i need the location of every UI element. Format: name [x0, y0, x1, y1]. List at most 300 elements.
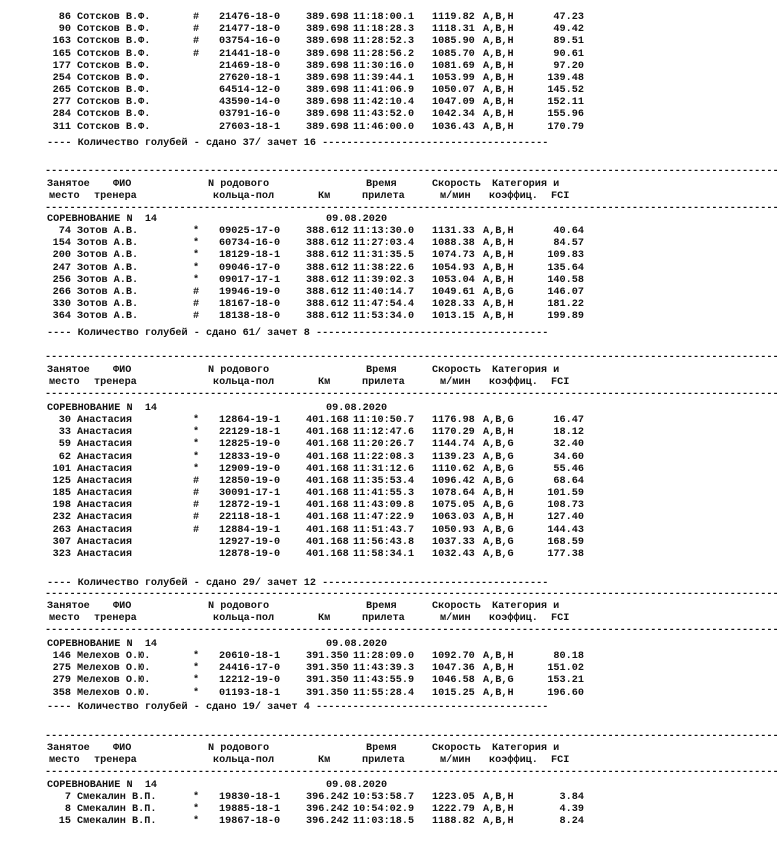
column-header-line-2 [0, 191, 600, 203]
table-row [0, 24, 600, 36]
mark: * [193, 226, 200, 237]
arrival-time: 11:31:35.5 [353, 250, 415, 262]
distance: 388.612 [306, 311, 349, 323]
mark: # [193, 299, 200, 311]
table-row [0, 311, 600, 323]
header-arrival: прилета [362, 377, 405, 388]
speed: 1085.70 [432, 48, 475, 60]
ring-number: 22118-18-1 [219, 512, 281, 524]
header-trainer: тренера [94, 377, 137, 388]
table-row [0, 488, 600, 500]
place: 232 [52, 512, 71, 524]
fci: 47.23 [553, 12, 584, 23]
mark: * [193, 238, 200, 250]
ring-number: 19867-18-0 [219, 816, 281, 828]
category: A,B,H [483, 427, 514, 439]
trainer-name: Сотсков В.Ф. [77, 121, 151, 133]
distance: 389.698 [306, 72, 349, 84]
distance: 401.168 [306, 415, 349, 426]
speed: 1088.38 [432, 238, 475, 250]
fci: 177.38 [547, 548, 584, 560]
trainer-name: Мелехов О.Ю. [77, 687, 151, 699]
header-name: ФИО [113, 365, 132, 376]
distance: 401.168 [306, 475, 349, 487]
arrival-time: 11:56:43.8 [353, 536, 415, 548]
column-header-line-1 [0, 179, 600, 191]
fci: 146.07 [547, 286, 584, 298]
header-coef: коэффиц. [489, 191, 538, 202]
arrival-time: 11:18:00.1 [353, 12, 415, 23]
header-arrival: прилета [362, 191, 405, 202]
trainer-name: Анастасия [77, 488, 133, 500]
header-ring-sex: кольца-пол [213, 377, 275, 388]
header-fci: FCI [551, 613, 570, 624]
arrival-time: 11:38:22.6 [353, 262, 415, 274]
ring-number: 24416-17-0 [219, 663, 281, 675]
table-row [0, 792, 600, 804]
place: 265 [52, 85, 71, 97]
distance: 389.698 [306, 109, 349, 121]
trainer-name: Зотов А.В. [77, 274, 139, 286]
arrival-time: 11:43:39.3 [353, 663, 415, 675]
fci: 18.12 [553, 427, 584, 439]
trainer-name: Анастасия [77, 415, 133, 426]
mark: # [193, 524, 200, 536]
header-place-2: место [49, 613, 80, 624]
mark: * [193, 463, 200, 475]
place: 284 [52, 109, 71, 121]
category: A,B,H [483, 109, 514, 121]
trainer-name: Зотов А.В. [77, 311, 139, 323]
ring-number: 09046-17-0 [219, 262, 281, 274]
competition-date: 09.08.2020 [326, 403, 388, 414]
fci: 3.84 [559, 792, 584, 803]
header-ring-sex: кольца-пол [213, 613, 275, 624]
trainer-name: Анастасия [77, 500, 133, 512]
category: A,B,H [483, 311, 514, 323]
speed: 1096.42 [432, 475, 475, 487]
fci: 97.20 [553, 60, 584, 72]
trainer-name: Сотсков В.Ф. [77, 48, 151, 60]
ring-number: 12927-19-0 [219, 536, 281, 548]
header-category: Категория и [492, 365, 560, 376]
speed: 1053.04 [432, 274, 475, 286]
category: A,B,G [483, 536, 514, 548]
place: 364 [52, 311, 71, 323]
place: 33 [58, 427, 71, 439]
header-category: Категория и [492, 601, 560, 612]
distance: 388.612 [306, 226, 349, 237]
distance: 401.168 [306, 500, 349, 512]
rule-line: ------------------------------------------------------------------------------------------------------------------------ [45, 589, 779, 600]
fci: 127.40 [547, 512, 584, 524]
place: 323 [52, 548, 71, 560]
trainer-name: Сотсков В.Ф. [77, 36, 151, 48]
mark: # [193, 12, 200, 23]
table-row [0, 804, 600, 816]
header-speed: Скорость [432, 601, 481, 612]
speed: 1223.05 [432, 792, 475, 803]
speed: 1049.61 [432, 286, 475, 298]
speed: 1053.99 [432, 72, 475, 84]
category: A,B,G [483, 548, 514, 560]
fci: 155.96 [547, 109, 584, 121]
table-row [0, 12, 600, 24]
mark: * [193, 651, 200, 662]
speed: 1176.98 [432, 415, 475, 426]
ring-number: 19946-19-0 [219, 286, 281, 298]
speed: 1054.93 [432, 262, 475, 274]
ring-number: 21477-18-0 [219, 24, 281, 36]
table-row [0, 439, 600, 451]
table-row [0, 500, 600, 512]
ring-number: 03754-16-0 [219, 36, 281, 48]
mark: # [193, 36, 200, 48]
header-speed: Скорость [432, 743, 481, 754]
distance: 401.168 [306, 488, 349, 500]
fci: 55.46 [553, 463, 584, 475]
fci: 84.57 [553, 238, 584, 250]
trainer-name: Сотсков В.Ф. [77, 85, 151, 97]
table-row [0, 675, 600, 687]
distance: 388.612 [306, 238, 349, 250]
header-name: ФИО [113, 743, 132, 754]
fci: 8.24 [559, 816, 584, 828]
fci: 34.60 [553, 451, 584, 463]
place: 200 [52, 250, 71, 262]
distance: 391.350 [306, 651, 349, 662]
mark: # [193, 475, 200, 487]
fci: 68.64 [553, 475, 584, 487]
ring-number: 22129-18-1 [219, 427, 281, 439]
arrival-time: 11:20:26.7 [353, 439, 415, 451]
table-row [0, 263, 600, 275]
place: 15 [58, 816, 71, 828]
arrival-time: 11:55:28.4 [353, 687, 415, 699]
rule-line: ------------------------------------------------------------------------------------------------------------------------ [45, 203, 779, 214]
distance: 401.168 [306, 427, 349, 439]
header-place-2: место [49, 755, 80, 766]
header-time: Время [366, 601, 397, 612]
arrival-time: 11:22:08.3 [353, 451, 415, 463]
category: A,B,G [483, 500, 514, 512]
ring-number: 27603-18-1 [219, 121, 281, 133]
category: A,B,H [483, 12, 514, 23]
trainer-name: Смекалин В.П. [77, 792, 157, 803]
distance: 401.168 [306, 524, 349, 536]
place: 266 [52, 286, 71, 298]
mark: * [193, 439, 200, 451]
category: A,B,G [483, 675, 514, 687]
ring-number: 19885-18-1 [219, 804, 281, 816]
arrival-time: 11:47:22.9 [353, 512, 415, 524]
category: A,B,H [483, 663, 514, 675]
table-row [0, 238, 600, 250]
place: 279 [52, 675, 71, 687]
column-header-line-2 [0, 755, 600, 767]
trainer-name: Зотов А.В. [77, 238, 139, 250]
category: A,B,H [483, 299, 514, 311]
arrival-time: 11:40:14.7 [353, 286, 415, 298]
column-header-line-2 [0, 613, 600, 625]
place: 198 [52, 500, 71, 512]
column-header-line-1 [0, 365, 600, 377]
distance: 388.612 [306, 286, 349, 298]
speed: 1063.03 [432, 512, 475, 524]
table-row [0, 464, 600, 476]
speed: 1028.33 [432, 299, 475, 311]
table-row [0, 663, 600, 675]
fci: 181.22 [547, 299, 584, 311]
distance: 391.350 [306, 687, 349, 699]
arrival-time: 11:31:12.6 [353, 463, 415, 475]
trainer-name: Анастасия [77, 548, 133, 560]
fci: 196.60 [547, 687, 584, 699]
fci: 139.48 [547, 72, 584, 84]
place: 125 [52, 475, 71, 487]
competition-title: СОРЕВНОВАНИЕ N 14 [47, 214, 158, 225]
place: 59 [58, 439, 71, 451]
table-row [0, 427, 600, 439]
speed: 1036.43 [432, 121, 475, 133]
header-fci: FCI [551, 755, 570, 766]
competition-date: 09.08.2020 [326, 639, 388, 650]
mark: * [193, 250, 200, 262]
arrival-time: 11:27:03.4 [353, 238, 415, 250]
speed: 1037.33 [432, 536, 475, 548]
competition-date: 09.08.2020 [326, 214, 388, 225]
ring-number: 20610-18-1 [219, 651, 281, 662]
table-row [0, 85, 600, 97]
distance: 401.168 [306, 451, 349, 463]
arrival-time: 11:35:53.4 [353, 475, 415, 487]
trainer-name: Анастасия [77, 427, 133, 439]
header-coef: коэффиц. [489, 377, 538, 388]
speed: 1015.25 [432, 687, 475, 699]
arrival-time: 10:53:58.7 [353, 792, 415, 803]
category: A,B,H [483, 36, 514, 48]
fci: 168.59 [547, 536, 584, 548]
speed: 1050.07 [432, 85, 475, 97]
category: A,B,H [483, 250, 514, 262]
trainer-name: Мелехов О.Ю. [77, 663, 151, 675]
header-coef: коэффиц. [489, 613, 538, 624]
mark: * [193, 792, 200, 803]
fci: 89.51 [553, 36, 584, 48]
speed: 1092.70 [432, 651, 475, 662]
rule-line: ------------------------------------------------------------------------------------------------------------------------ [45, 389, 779, 400]
ring-number: 12212-19-0 [219, 675, 281, 687]
category: A,B,H [483, 816, 514, 828]
competition-title: СОРЕВНОВАНИЕ N 14 [47, 403, 158, 414]
ring-number: 12872-19-1 [219, 500, 281, 512]
place: 330 [52, 299, 71, 311]
arrival-time: 11:42:10.4 [353, 97, 415, 109]
header-ring: N родового [208, 365, 270, 376]
place: 74 [58, 226, 71, 237]
arrival-time: 11:18:28.3 [353, 24, 415, 36]
arrival-time: 11:03:18.5 [353, 816, 415, 828]
table-row [0, 299, 600, 311]
distance: 401.168 [306, 439, 349, 451]
speed: 1110.62 [432, 463, 475, 475]
table-row [0, 651, 600, 663]
fci: 153.21 [547, 675, 584, 687]
distance: 389.698 [306, 24, 349, 36]
column-header-line-2 [0, 377, 600, 389]
trainer-name: Сотсков В.Ф. [77, 72, 151, 84]
table-row [0, 512, 600, 524]
category: A,B,H [483, 48, 514, 60]
arrival-time: 11:43:55.9 [353, 675, 415, 687]
speed: 1050.93 [432, 524, 475, 536]
ring-number: 12884-19-1 [219, 524, 281, 536]
rule-line: ------------------------------------------------------------------------------------------------------------------------ [45, 166, 779, 177]
distance: 388.612 [306, 262, 349, 274]
mark: * [193, 663, 200, 675]
mark: * [193, 675, 200, 687]
fci: 32.40 [553, 439, 584, 451]
speed: 1078.64 [432, 488, 475, 500]
trainer-name: Зотов А.В. [77, 226, 139, 237]
arrival-time: 11:30:16.0 [353, 60, 415, 72]
distance: 389.698 [306, 36, 349, 48]
category: A,B,H [483, 238, 514, 250]
place: 254 [52, 72, 71, 84]
header-place: Занятое [47, 365, 90, 376]
distance: 396.242 [306, 792, 349, 803]
fci: 140.58 [547, 274, 584, 286]
header-fci: FCI [551, 191, 570, 202]
table-row [0, 525, 600, 537]
fci: 199.89 [547, 311, 584, 323]
mark: # [193, 488, 200, 500]
arrival-time: 11:12:47.6 [353, 427, 415, 439]
place: 185 [52, 488, 71, 500]
place: 90 [58, 24, 71, 36]
header-time: Время [366, 743, 397, 754]
mark: * [193, 415, 200, 426]
table-row [0, 688, 600, 700]
mark: # [193, 512, 200, 524]
trainer-name: Анастасия [77, 475, 133, 487]
header-name: ФИО [113, 179, 132, 190]
table-row [0, 73, 600, 85]
speed: 1131.33 [432, 226, 475, 237]
trainer-name: Анастасия [77, 439, 133, 451]
ring-number: 01193-18-1 [219, 687, 281, 699]
speed: 1139.23 [432, 451, 475, 463]
header-place: Занятое [47, 601, 90, 612]
header-arrival: прилета [362, 613, 405, 624]
category: A,B,G [483, 439, 514, 451]
table-row [0, 122, 600, 134]
distance: 388.612 [306, 250, 349, 262]
category: A,B,G [483, 451, 514, 463]
table-row [0, 36, 600, 48]
category: A,B,H [483, 24, 514, 36]
table-row [0, 549, 600, 561]
place: 101 [52, 463, 71, 475]
speed: 1222.79 [432, 804, 475, 816]
category: A,B,H [483, 512, 514, 524]
ring-number: 03791-16-0 [219, 109, 281, 121]
table-row [0, 109, 600, 121]
distance: 389.698 [306, 12, 349, 23]
header-fci: FCI [551, 377, 570, 388]
ring-number: 09025-17-0 [219, 226, 281, 237]
trainer-name: Сотсков В.Ф. [77, 109, 151, 121]
mark: * [193, 687, 200, 699]
trainer-name: Мелехов О.Ю. [77, 675, 151, 687]
ring-number: 12864-19-1 [219, 415, 281, 426]
speed: 1085.90 [432, 36, 475, 48]
competition-line [0, 780, 600, 792]
header-place: Занятое [47, 179, 90, 190]
table-row [0, 287, 600, 299]
arrival-time: 11:43:09.8 [353, 500, 415, 512]
arrival-time: 11:47:54.4 [353, 299, 415, 311]
ring-number: 21441-18-0 [219, 48, 281, 60]
distance: 401.168 [306, 463, 349, 475]
header-km: Км [318, 191, 331, 202]
competition-date: 09.08.2020 [326, 780, 388, 791]
header-km: Км [318, 613, 331, 624]
arrival-time: 11:51:43.7 [353, 524, 415, 536]
arrival-time: 11:28:09.0 [353, 651, 415, 662]
trainer-name: Сотсков В.Ф. [77, 60, 151, 72]
category: A,B,H [483, 72, 514, 84]
trainer-name: Анастасия [77, 451, 133, 463]
ring-number: 21469-18-0 [219, 60, 281, 72]
summary-line: ---- Количество голубей - сдано 19/ зачет 4 -------------------------------------- [47, 702, 549, 713]
category: A,B,H [483, 121, 514, 133]
speed: 1118.31 [432, 24, 475, 36]
place: 7 [64, 792, 71, 803]
speed: 1188.82 [432, 816, 475, 828]
ring-number: 18129-18-1 [219, 250, 281, 262]
trainer-name: Зотов А.В. [77, 250, 139, 262]
category: A,B,G [483, 475, 514, 487]
arrival-time: 11:28:52.3 [353, 36, 415, 48]
place: 146 [52, 651, 71, 662]
mark: * [193, 262, 200, 274]
arrival-time: 11:41:55.3 [353, 488, 415, 500]
distance: 401.168 [306, 536, 349, 548]
place: 86 [58, 12, 71, 23]
distance: 391.350 [306, 663, 349, 675]
header-speed: Скорость [432, 365, 481, 376]
arrival-time: 11:13:30.0 [353, 226, 415, 237]
mark: * [193, 804, 200, 816]
rule-line: ------------------------------------------------------------------------------------------------------------------------ [45, 731, 779, 742]
fci: 108.73 [547, 500, 584, 512]
mark: * [193, 816, 200, 828]
header-ring: N родового [208, 179, 270, 190]
ring-number: 21476-18-0 [219, 12, 281, 23]
trainer-name: Анастасия [77, 463, 133, 475]
header-ring-sex: кольца-пол [213, 755, 275, 766]
category: A,B,H [483, 97, 514, 109]
arrival-time: 11:10:50.7 [353, 415, 415, 426]
rule-line: ------------------------------------------------------------------------------------------------------------------------ [45, 352, 779, 363]
table-row [0, 250, 600, 262]
trainer-name: Сотсков В.Ф. [77, 12, 151, 23]
place: 311 [52, 121, 71, 133]
fci: 109.83 [547, 250, 584, 262]
category: A,B,H [483, 226, 514, 237]
table-row [0, 49, 600, 61]
